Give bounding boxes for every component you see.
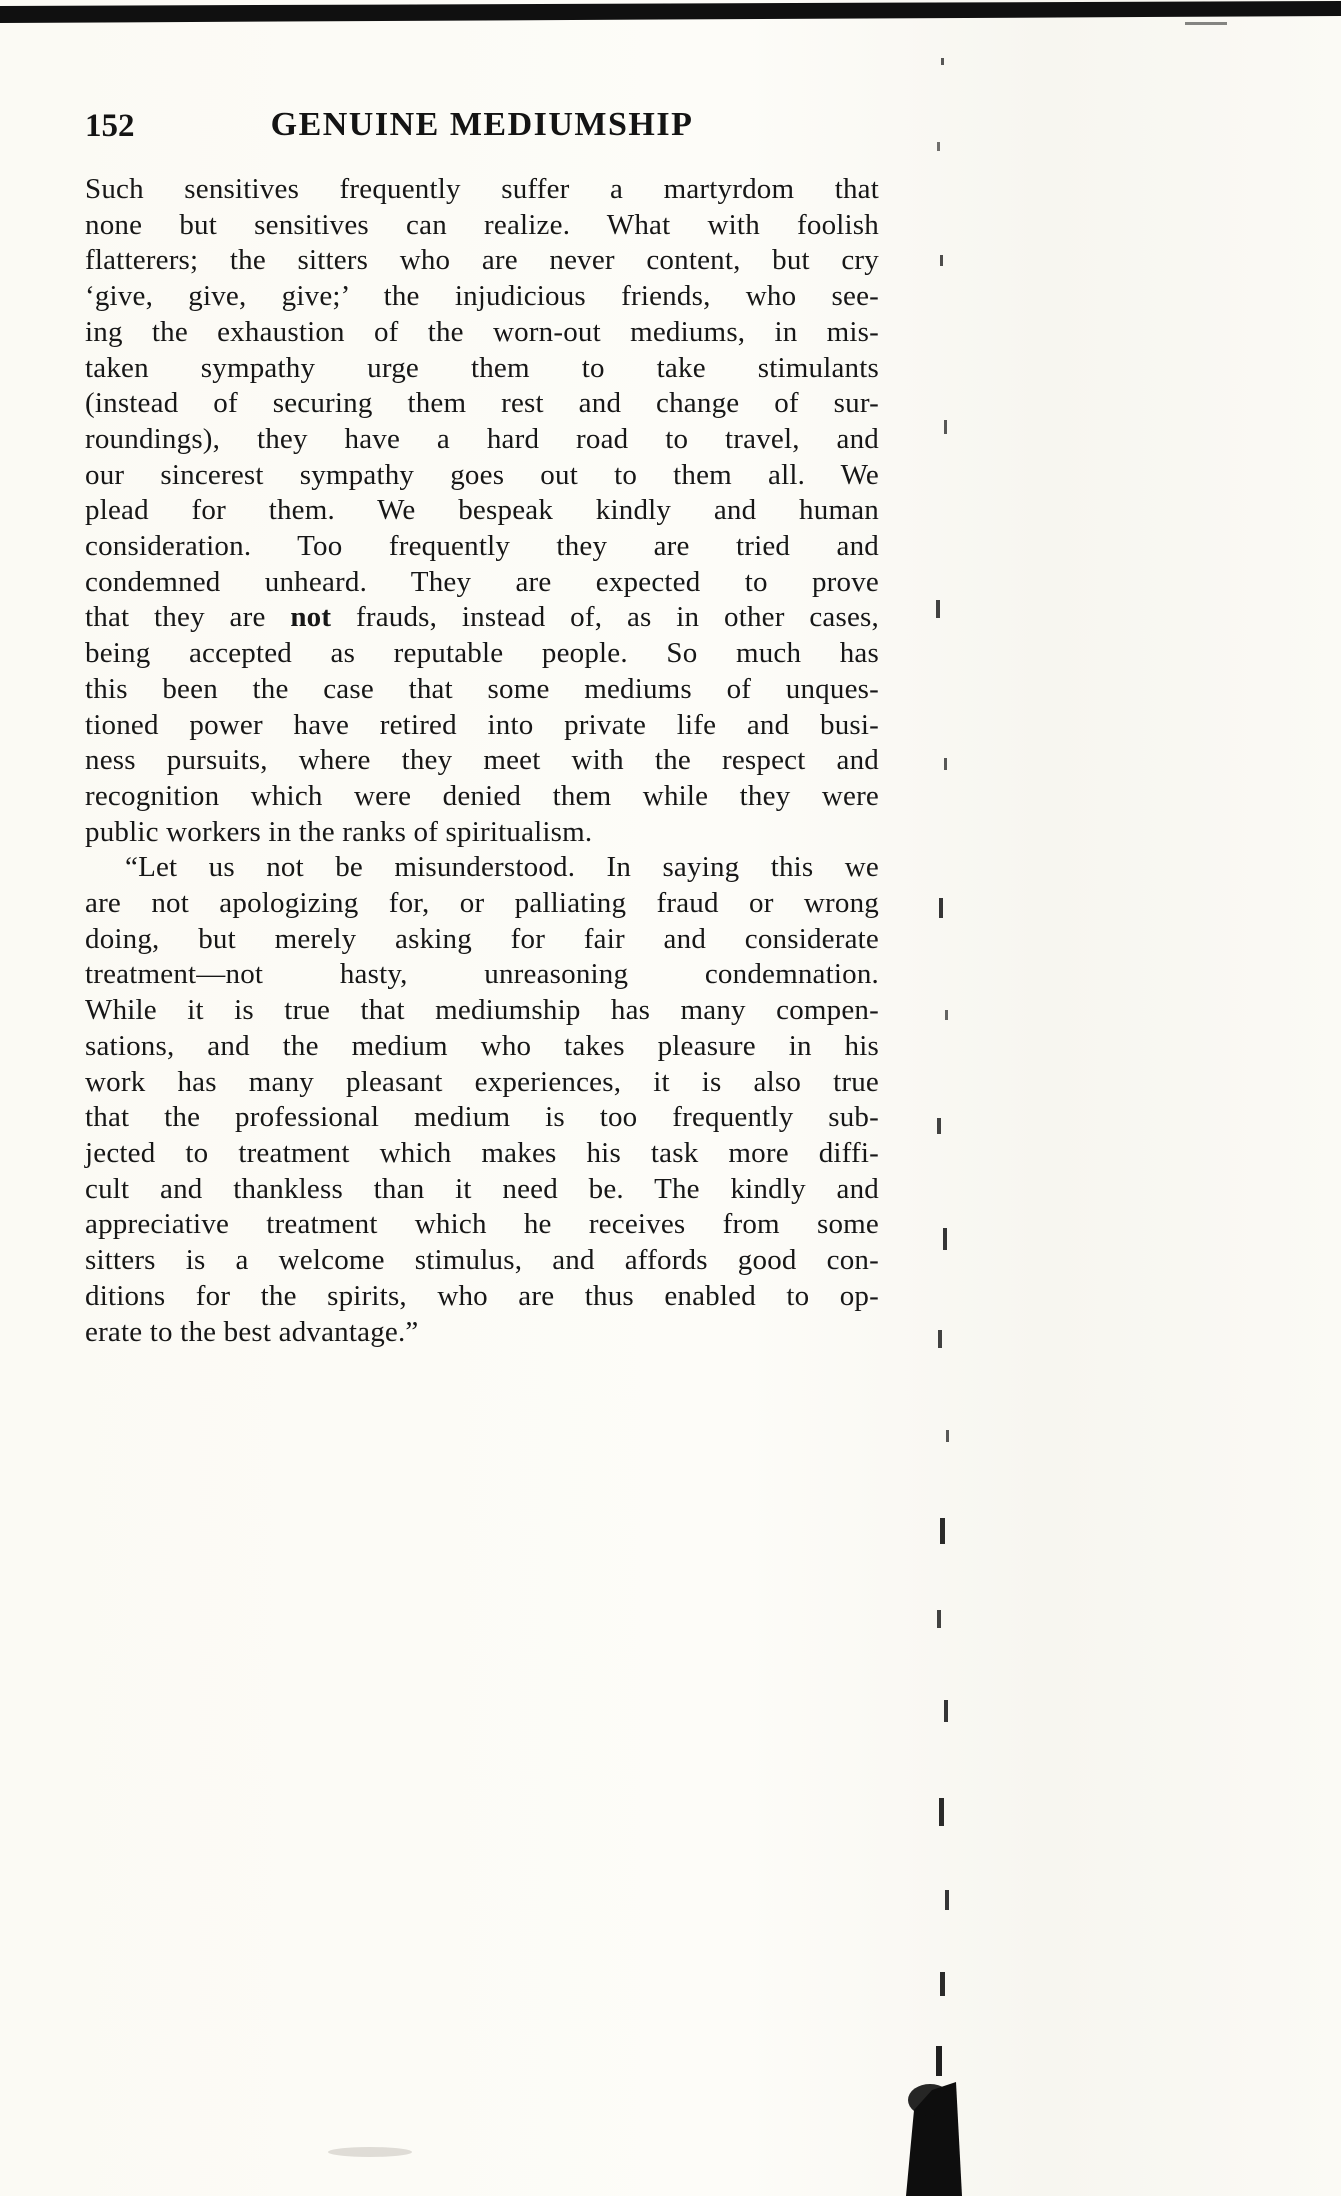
text-line: recognition which were denied them while they were xyxy=(85,779,879,812)
text-segment: that they are xyxy=(85,601,291,634)
text-line: our sincerest sympathy goes out to them all. We xyxy=(85,458,879,491)
text-line: public workers in the ranks of spiritualism. xyxy=(85,815,593,848)
text-line: cult and thankless than it need be. The kindly and xyxy=(85,1172,879,1205)
text-line: flatterers; the sitters who are never content, but cry xyxy=(85,244,879,277)
text-line: consideration. Too frequently they are tried and xyxy=(85,530,879,563)
text-line: roundings), they have a hard road to travel, and xyxy=(85,422,879,455)
corner-blob-artifact xyxy=(906,2082,962,2196)
emphasized-word: not xyxy=(290,601,332,634)
page-header xyxy=(85,106,879,152)
text-line: taken sympathy urge them to take stimulants xyxy=(85,351,879,384)
text-line: being accepted as reputable people. So much has xyxy=(85,637,879,670)
text-line: Such sensitives frequently suffer a martyrdom that xyxy=(85,173,879,205)
right-edge-artifact xyxy=(936,58,949,2076)
text-line: “Let us not be misunderstood. In saying this we xyxy=(125,851,879,884)
text-segment: frauds, instead of, as in other cases, xyxy=(331,601,879,634)
text-line: treatment—not hasty, unreasoning condemnation. xyxy=(85,958,879,991)
text-line: appreciative treatment which he receives from some xyxy=(85,1208,879,1241)
text-line: jected to treatment which makes his task more diffi- xyxy=(85,1136,879,1169)
text-line: ness pursuits, where they meet with the respect and xyxy=(85,744,879,777)
text-line: plead for them. We bespeak kindly and human xyxy=(85,494,879,527)
text-line: ditions for the spirits, who are thus enabled to op- xyxy=(85,1279,879,1312)
text-line: While it is true that mediumship has many compen- xyxy=(85,994,879,1027)
text-line: work has many pleasant experiences, it is also true xyxy=(85,1065,879,1098)
text-line: ing the exhaustion of the worn-out mediums, in mis- xyxy=(85,315,879,348)
text-line: that the professional medium is too frequently sub- xyxy=(85,1101,879,1134)
text-line: this been the case that some mediums of unques- xyxy=(85,672,879,705)
text-line xyxy=(85,600,879,636)
text-line: condemned unheard. They are expected to prove xyxy=(85,565,879,598)
running-title: GENUINE MEDIUMSHIP xyxy=(270,106,694,143)
paragraph xyxy=(85,172,879,850)
top-edge-artifact xyxy=(0,1,1341,25)
text-line: sations, and the medium who takes pleasure in his xyxy=(85,1029,879,1062)
paragraph xyxy=(85,850,879,1350)
page-content xyxy=(85,106,879,1350)
text-block xyxy=(85,172,879,1350)
bottom-smudge-artifact xyxy=(328,2147,412,2157)
text-line: sitters is a welcome stimulus, and affords good con- xyxy=(85,1244,879,1277)
page-number: 152 xyxy=(85,108,135,144)
text-line: ‘give, give, give;’ the injudicious friends, who see- xyxy=(85,280,879,313)
text-line: tioned power have retired into private life and busi- xyxy=(85,708,879,741)
text-line: doing, but merely asking for fair and considerate xyxy=(85,922,879,955)
text-line: none but sensitives can realize. What with foolish xyxy=(85,208,879,241)
text-line: (instead of securing them rest and change of sur- xyxy=(85,387,879,420)
text-line: are not apologizing for, or palliating fraud or wrong xyxy=(85,887,879,920)
text-line: erate to the best advantage.” xyxy=(85,1315,419,1348)
